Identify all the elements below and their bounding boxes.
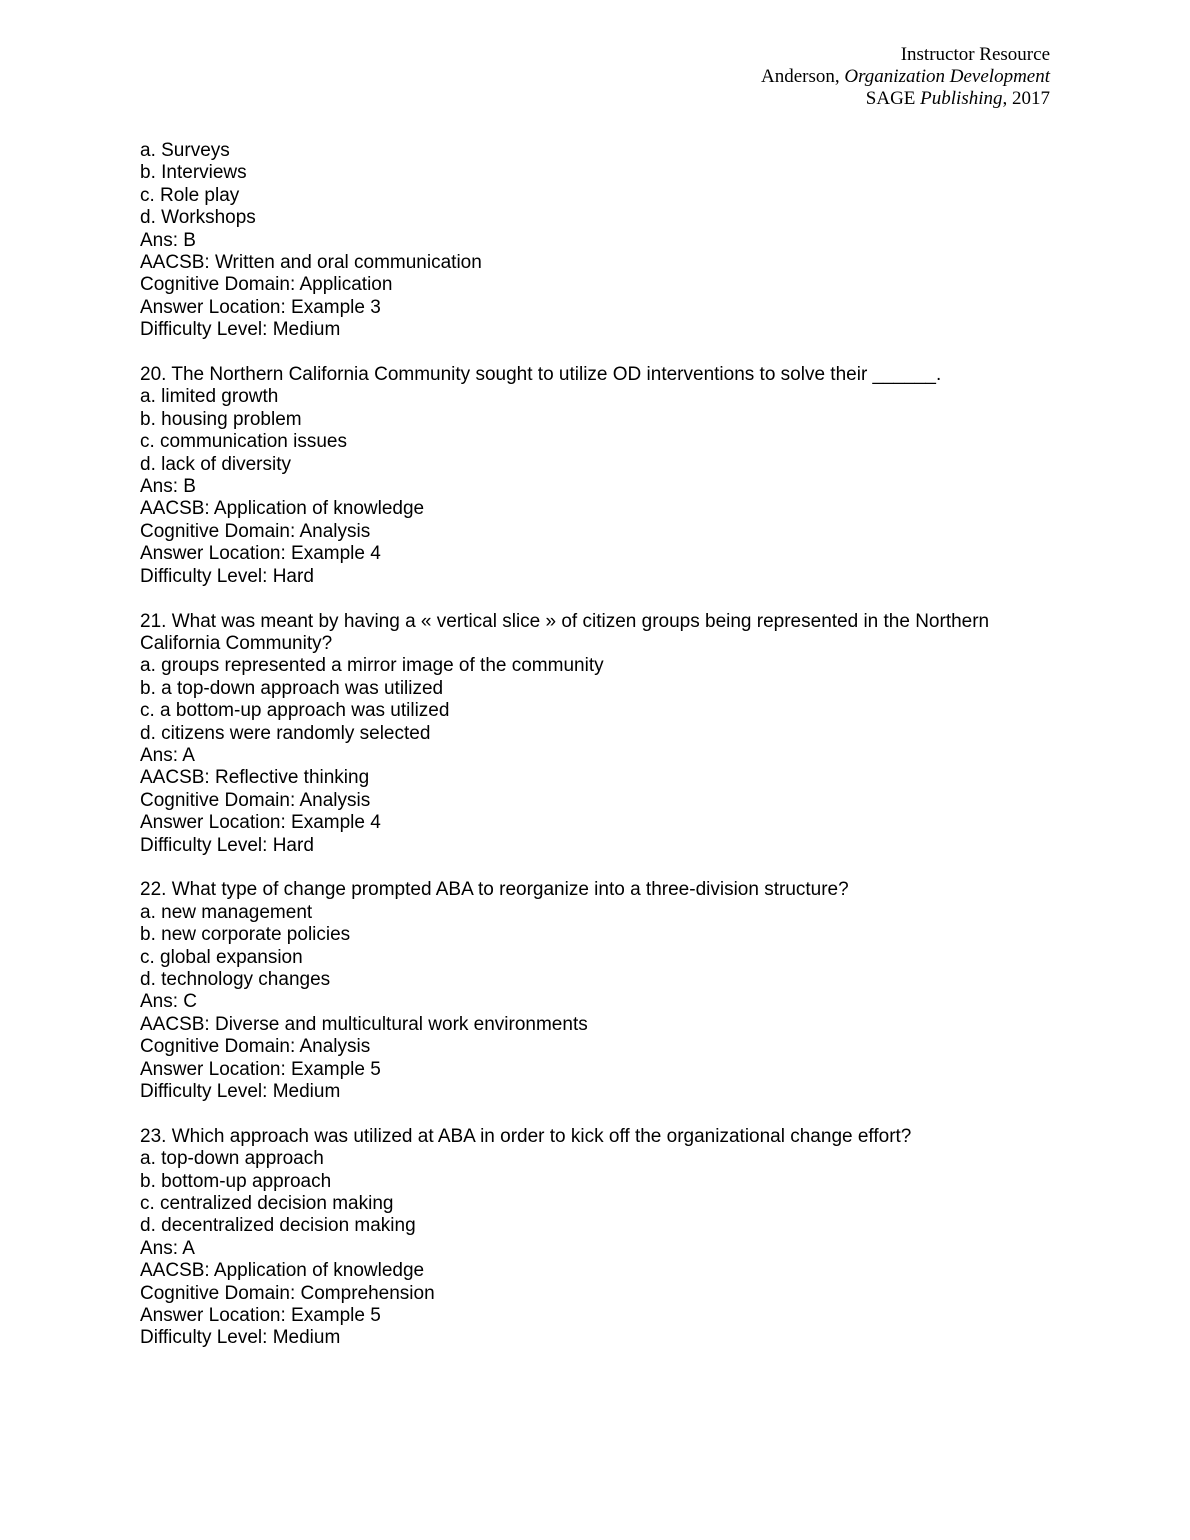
answer: Ans: B (140, 229, 196, 251)
option-a: a. new management (140, 901, 313, 923)
header-publisher-italic: Publishing (920, 88, 1003, 109)
aacsb: AACSB: Application of knowledge (140, 498, 425, 520)
option-d: d. Workshops (140, 207, 256, 229)
option-a: a. top-down approach (140, 1148, 324, 1170)
answer-location: Answer Location: Example 5 (140, 1058, 381, 1080)
cognitive-domain: Cognitive Domain: Analysis (140, 1036, 371, 1058)
option-d: d. citizens were randomly selected (140, 722, 431, 744)
header-book-title: Organization Development (844, 66, 1050, 87)
cognitive-domain: Cognitive Domain: Analysis (140, 789, 371, 811)
question-block-23 (140, 1126, 1050, 1350)
question-block-prev (140, 140, 1050, 342)
option-b: b. new corporate policies (140, 924, 351, 946)
option-b: b. housing problem (140, 408, 302, 430)
question-block-21 (140, 611, 1050, 857)
question-text: 23. Which approach was utilized at ABA in order to kick off the organizational change effort? (140, 1125, 912, 1147)
cognitive-domain: Cognitive Domain: Application (140, 274, 393, 296)
answer-location: Answer Location: Example 5 (140, 1305, 381, 1327)
answer: Ans: A (140, 1237, 195, 1259)
cognitive-domain: Cognitive Domain: Analysis (140, 520, 371, 542)
option-c: c. Role play (140, 184, 240, 206)
question-text: 21. What was meant by having a « vertical slice » of citizen groups being represented in the Northern California Community? (140, 610, 990, 654)
header-line-publisher (761, 88, 1050, 110)
answer-location: Answer Location: Example 3 (140, 296, 381, 318)
question-text: 22. What type of change prompted ABA to reorganize into a three-division structure? (140, 879, 849, 901)
answer-location: Answer Location: Example 4 (140, 543, 381, 565)
option-b: b. Interviews (140, 162, 247, 184)
option-d: d. lack of diversity (140, 453, 291, 475)
option-d: d. decentralized decision making (140, 1215, 416, 1237)
cognitive-domain: Cognitive Domain: Comprehension (140, 1282, 435, 1304)
option-c: c. global expansion (140, 946, 303, 968)
answer: Ans: B (140, 476, 196, 498)
option-c: c. centralized decision making (140, 1193, 394, 1215)
option-b: b. a top-down approach was utilized (140, 677, 444, 699)
aacsb: AACSB: Diverse and multicultural work environments (140, 1013, 588, 1035)
answer-location: Answer Location: Example 4 (140, 812, 381, 834)
difficulty-level: Difficulty Level: Medium (140, 319, 341, 341)
question-block-22 (140, 879, 1050, 1103)
question-list (140, 140, 1050, 1350)
header-author: Anderson, (760, 66, 840, 87)
page-header (761, 44, 1050, 110)
option-b: b. bottom-up approach (140, 1170, 332, 1192)
difficulty-level: Difficulty Level: Hard (140, 565, 314, 587)
option-c: c. communication issues (140, 431, 347, 453)
header-line-resource: Instructor Resource (900, 44, 1050, 65)
aacsb: AACSB: Written and oral communication (140, 252, 482, 274)
question-block-20 (140, 364, 1050, 588)
header-year: , 2017 (1002, 88, 1050, 109)
header-line-book (761, 66, 1050, 88)
aacsb: AACSB: Application of knowledge (140, 1260, 425, 1282)
option-a: a. groups represented a mirror image of the community (140, 655, 604, 677)
answer: Ans: C (140, 991, 198, 1013)
header-publisher: SAGE (865, 88, 916, 109)
difficulty-level: Difficulty Level: Medium (140, 1081, 341, 1103)
aacsb: AACSB: Reflective thinking (140, 767, 370, 789)
answer: Ans: A (140, 744, 195, 766)
option-d: d. technology changes (140, 968, 331, 990)
difficulty-level: Difficulty Level: Hard (140, 834, 314, 856)
option-a: a. limited growth (140, 386, 279, 408)
difficulty-level: Difficulty Level: Medium (140, 1327, 341, 1349)
option-a: a. Surveys (140, 140, 230, 161)
question-text: 20. The Northern California Community sought to utilize OD interventions to solve their ______. (140, 364, 942, 386)
option-c: c. a bottom-up approach was utilized (140, 700, 450, 722)
